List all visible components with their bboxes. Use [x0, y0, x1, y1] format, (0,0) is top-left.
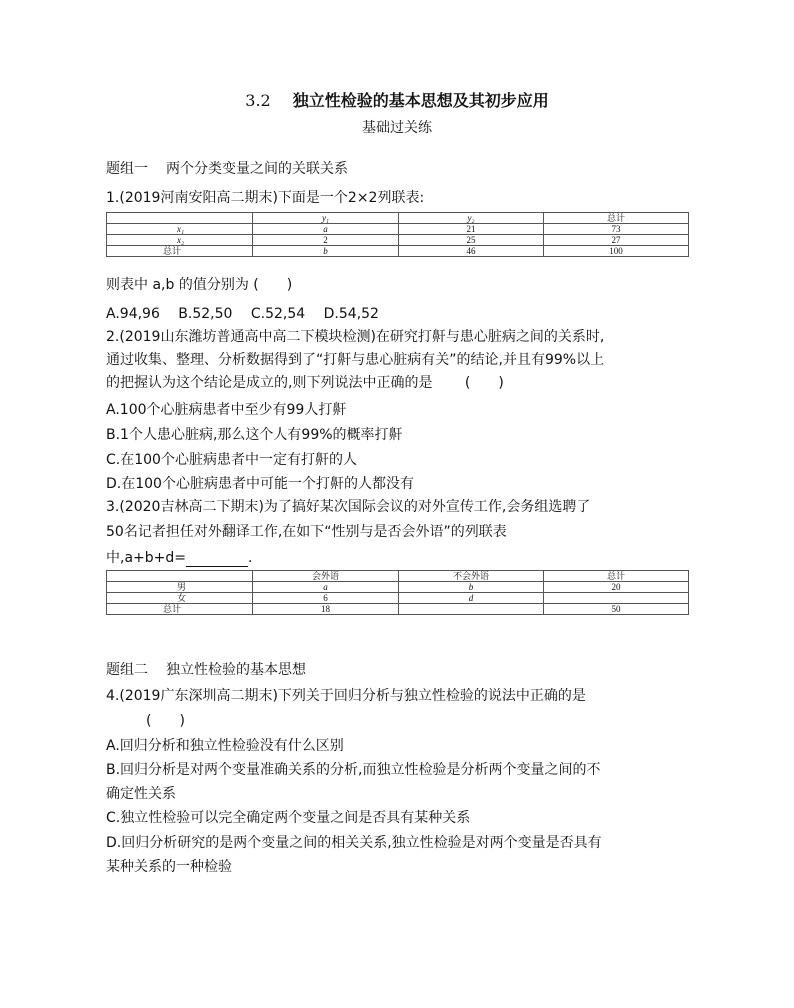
table-cell	[107, 213, 253, 224]
table-cell: 20	[544, 582, 689, 593]
table-row	[107, 604, 689, 615]
q2-line: 的把握认为这个结论是成立的,则下列说法中正确的是 ( )	[106, 375, 504, 391]
row-label: x₁	[107, 224, 253, 235]
row-label: 男	[107, 582, 253, 593]
table-cell	[107, 571, 253, 582]
q3-fill-suffix: .	[248, 550, 253, 566]
q4-option-b-cont: 确定性关系	[106, 786, 176, 802]
q1-question: 则表中 a,b 的值分别为 ( )	[106, 277, 293, 293]
group2-title: 独立性检验的基本思想	[166, 662, 306, 678]
group1-title: 两个分类变量之间的关联关系	[166, 161, 348, 177]
q2-option-b: B.1个人患心脏病,那么这个人有99%的概率打鼾	[106, 427, 403, 443]
table-cell: 73	[544, 224, 689, 235]
table-header: y₁	[253, 213, 399, 224]
page-title	[0, 88, 794, 111]
q1-options: A.94,96 B.52,50 C.52,54 D.54,52	[106, 306, 379, 322]
q4-answer-bracket: ( )	[146, 713, 185, 729]
q2-option-a: A.100个心脏病患者中至少有99人打鼾	[106, 402, 347, 418]
table-cell: a	[253, 582, 399, 593]
table-header: 不会外语	[399, 571, 544, 582]
table-header: y₂	[399, 213, 544, 224]
group2-heading	[106, 661, 306, 679]
table-cell	[544, 593, 689, 604]
q2-line: 2.(2019山东潍坊普通高中高二下模块检测)在研究打鼾与患心脏病之间的关系时,	[106, 329, 605, 345]
table-row	[107, 235, 689, 246]
table-row	[107, 571, 689, 582]
row-label: 总计	[107, 246, 253, 257]
group2-label: 题组二	[106, 662, 148, 678]
table-cell: 50	[544, 604, 689, 615]
q4-option-d: D.回归分析研究的是两个变量之间的相关关系,独立性检验是对两个变量是否具有	[106, 835, 602, 851]
group1-heading	[106, 160, 348, 178]
table-cell: 21	[399, 224, 544, 235]
table-cell	[399, 604, 544, 615]
table-row	[107, 224, 689, 235]
q3-fill-line	[106, 549, 252, 567]
table-cell: 46	[399, 246, 544, 257]
q1-contingency-table	[106, 212, 689, 257]
row-label: x₂	[107, 235, 253, 246]
q2-option-d: D.在100个心脏病患者中可能一个打鼾的人都没有	[106, 476, 414, 492]
table-cell: a	[253, 224, 399, 235]
q4-stem: 4.(2019广东深圳高二期末)下列关于回归分析与独立性检验的说法中正确的是	[106, 688, 586, 704]
q1-stem: 1.(2019河南安阳高二期末)下面是一个2×2列联表:	[106, 190, 425, 206]
section-title: 独立性检验的基本思想及其初步应用	[292, 91, 549, 110]
q3-line: 50名记者担任对外翻译工作,在如下“性别与是否会外语”的列联表	[106, 524, 507, 540]
q4-option-c: C.独立性检验可以完全确定两个变量之间是否具有某种关系	[106, 810, 471, 826]
table-header: 总计	[544, 213, 689, 224]
table-cell: 6	[253, 593, 399, 604]
table-cell: d	[399, 593, 544, 604]
q3-contingency-table	[106, 570, 689, 615]
row-label: 总计	[107, 604, 253, 615]
row-label: 女	[107, 593, 253, 604]
q3-fill-prefix: 中,a+b+d=	[106, 550, 186, 566]
table-cell: 100	[544, 246, 689, 257]
table-cell: b	[399, 582, 544, 593]
q4-option-b: B.回归分析是对两个变量准确关系的分析,而独立性检验是分析两个变量之间的不	[106, 762, 601, 778]
page-subtitle: 基础过关练	[362, 120, 432, 136]
table-row	[107, 246, 689, 257]
q4-option-a: A.回归分析和独立性检验没有什么区别	[106, 738, 344, 754]
table-cell: 18	[253, 604, 399, 615]
group1-label: 题组一	[106, 161, 148, 177]
table-header: 总计	[544, 571, 689, 582]
answer-blank[interactable]	[186, 552, 248, 567]
section-number: 3.2	[245, 91, 271, 110]
table-row	[107, 593, 689, 604]
table-cell: b	[253, 246, 399, 257]
table-header: 会外语	[253, 571, 399, 582]
table-cell: 25	[399, 235, 544, 246]
table-cell: 2	[253, 235, 399, 246]
q2-line: 通过收集、整理、分析数据得到了“打鼾与患心脏病有关”的结论,并且有99%以上	[106, 352, 605, 368]
q2-option-c: C.在100个心脏病患者中一定有打鼾的人	[106, 452, 357, 468]
q4-option-d-cont: 某种关系的一种检验	[106, 859, 232, 875]
table-row	[107, 582, 689, 593]
table-cell: 27	[544, 235, 689, 246]
q3-line: 3.(2020吉林高二下期末)为了搞好某次国际会议的对外宣传工作,会务组选聘了	[106, 499, 591, 515]
table-row	[107, 213, 689, 224]
